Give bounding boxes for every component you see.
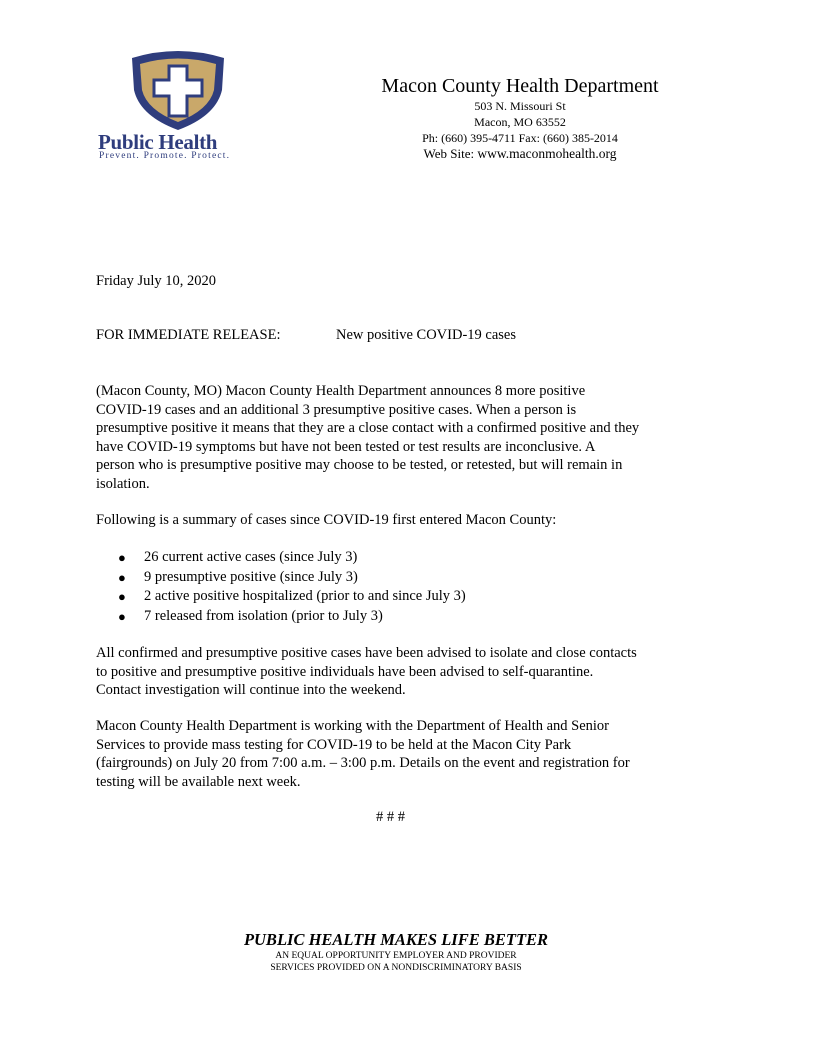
org-name: Macon County Health Department [381,75,659,97]
paragraph-line: (fairgrounds) on July 20 from 7:00 a.m. – 3:00 p.m. Details on the event and registration for [96,755,630,772]
release-title: New positive COVID-19 cases [336,327,517,343]
end-mark: # # # [376,809,405,825]
paragraph-line: Contact investigation will continue into the weekend. [96,682,406,699]
website-link[interactable]: www.maconmohealth.org [477,146,617,161]
footer-line-1: AN EQUAL OPPORTUNITY EMPLOYER AND PROVIDER [275,951,517,961]
paragraph-line: testing will be available next week. [96,773,301,790]
paragraph-line: COVID-19 cases and an additional 3 presumptive positive cases. When a person is [96,401,577,418]
paragraph-line: isolation. [96,475,150,492]
paragraph-line: All confirmed and presumptive positive cases have been advised to isolate and close contacts [96,645,637,661]
paragraph-line: presumptive positive it means that they are a close contact with a confirmed positive and they [96,420,640,437]
logo-wordmark: Public Health [98,130,218,154]
list-item-text: 2 active positive hospitalized (prior to and since July 3) [144,588,466,605]
phone-fax: Ph: (660) 395-4711 Fax: (660) 385-2014 [422,131,618,145]
paragraph-line: (Macon County, MO) Macon County Health Department announces 8 more positive [96,383,586,399]
summary-intro: Following is a summary of cases since COVID-19 first entered Macon County: [96,512,557,528]
list-item [96,568,466,588]
intro-paragraph [96,382,736,494]
list-item [96,548,466,568]
website-label: Web Site: [423,146,475,161]
list-item-text: 7 released from isolation (prior to July 3) [144,608,383,625]
isolation-paragraph [96,644,736,700]
paragraph-line: person who is presumptive positive may choose to be tested, or retested, but will remain in [96,457,623,474]
paragraph-line: have COVID-19 symptoms but have not been tested or test results are inconclusive. A [96,438,596,455]
bullet-icon: ● [118,609,126,625]
paragraph-line: to positive and presumptive positive individuals have been advised to self-quarantine. [96,663,594,680]
footer-motto: PUBLIC HEALTH MAKES LIFE BETTER [243,930,549,949]
release-date: Friday July 10, 2020 [96,273,217,289]
bullet-icon: ● [118,550,126,565]
footer-line-2: SERVICES PROVIDED ON A NONDISCRIMINATORY BASIS [270,963,522,973]
list-item-text: 26 current active cases (since July 3) [144,549,358,565]
testing-paragraph [96,717,736,791]
website-line [340,146,700,162]
list-item [96,587,466,607]
address-street: 503 N. Missouri St [474,99,566,113]
logo-tagline: Prevent. Promote. Protect. [99,151,231,161]
list-item [96,607,466,627]
bullet-icon: ● [118,569,126,585]
bullet-icon: ● [118,589,126,605]
shield-cross-icon [126,50,230,132]
address-city: Macon, MO 63552 [474,115,566,129]
public-health-logo [96,50,264,162]
letterhead [340,74,700,162]
release-label: FOR IMMEDIATE RELEASE: [96,327,281,343]
case-summary-list [96,548,466,627]
paragraph-line: Services to provide mass testing for COVID-19 to be held at the Macon City Park [96,736,572,753]
footer [196,930,596,974]
paragraph-line: Macon County Health Department is working with the Department of Health and Senior [96,718,610,734]
list-item-text: 9 presumptive positive (since July 3) [144,568,358,585]
